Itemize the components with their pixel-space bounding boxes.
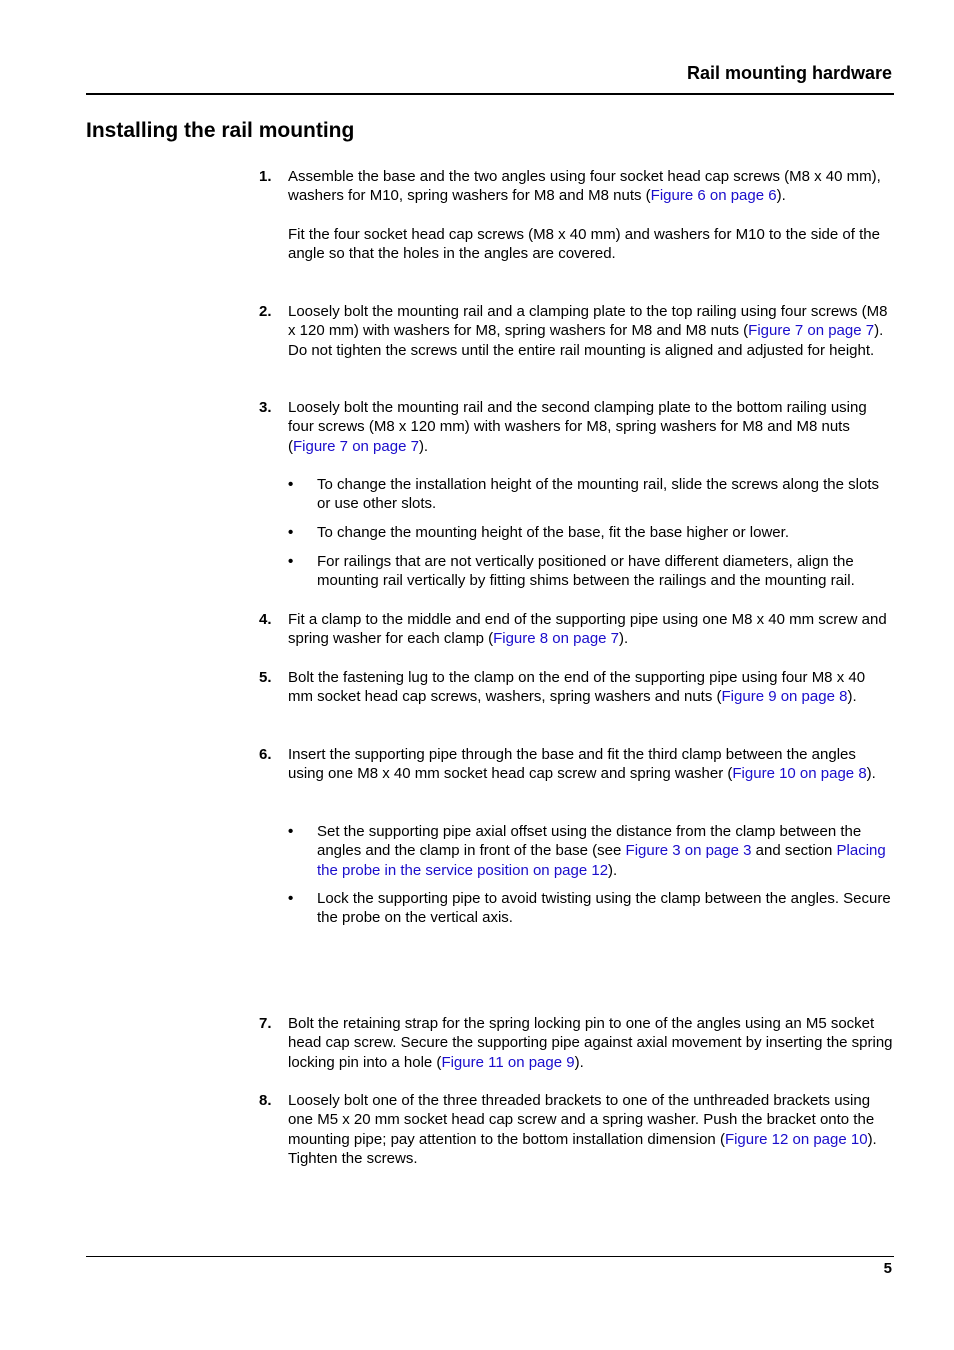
step-number: 5. bbox=[259, 669, 272, 686]
figure-link[interactable]: Figure 3 on page 3 bbox=[625, 842, 752, 860]
bullet-marker: • bbox=[288, 553, 294, 570]
step-text: Insert the supporting pipe through the base and fit the third clamp between the angles using one M8 x 40 mm socket head cap screw and spring washer (Figure 10 on page 8). bbox=[288, 746, 876, 783]
step-6 bbox=[259, 745, 894, 784]
bullet-item bbox=[288, 475, 894, 514]
bullet-item bbox=[288, 523, 894, 542]
header-rule bbox=[86, 93, 894, 95]
step-number: 2. bbox=[259, 303, 272, 320]
bullet-marker: • bbox=[288, 823, 294, 840]
step-text: Loosely bolt the mounting rail and a clamping plate to the top railing using four screws (M8 x 120 mm) with washers for M8, spring washers for M8 and M8 nuts (Figure 7 on page 7). Do not tighten the screws until the entire rail mounting is aligned and adjusted for height. bbox=[288, 303, 888, 359]
bullet-text: For railings that are not vertically positioned or have different diameters, align the mounting rail vertically by fitting shims between the railings and the mounting rail. bbox=[317, 553, 855, 590]
bullet-item bbox=[288, 552, 894, 591]
step-text: Bolt the retaining strap for the spring locking pin to one of the angles using an M5 socket head cap screw. Secure the supporting pipe against axial movement by inserting the spring locking pin into a hole (Figure 11 on page 9). bbox=[288, 1015, 893, 1071]
bullet-text: Lock the supporting pipe to avoid twisting using the clamp between the angles. Secure the probe on the vertical axis. bbox=[317, 890, 891, 927]
step-number: 7. bbox=[259, 1015, 272, 1032]
bullet-marker: • bbox=[288, 476, 294, 493]
step-7 bbox=[259, 1014, 894, 1072]
figure-link[interactable]: Figure 10 on page 8 bbox=[732, 765, 867, 783]
step-number: 3. bbox=[259, 399, 272, 416]
figure-link[interactable]: Figure 11 on page 9 bbox=[441, 1053, 575, 1071]
bullet-marker: • bbox=[288, 890, 294, 907]
step-5 bbox=[259, 668, 894, 707]
step-text: Loosely bolt one of the three threaded brackets to one of the unthreaded brackets using one M5 x 20 mm socket head cap screw and a spring washer. Push the bracket onto the mounting pipe; pay attention to the bottom installation dimension (Figure 12 on page 10). Tighten the screws. bbox=[288, 1092, 877, 1167]
step-2 bbox=[259, 302, 894, 360]
step-number: 8. bbox=[259, 1092, 272, 1109]
step-text: Fit a clamp to the middle and end of the supporting pipe using one M8 x 40 mm screw and spring washer for each clamp (Figure 8 on page 7). bbox=[288, 611, 887, 648]
step-number: 6. bbox=[259, 746, 272, 763]
running-header: Rail mounting hardware bbox=[686, 63, 892, 83]
step-1 bbox=[259, 167, 894, 263]
figure-link[interactable]: Figure 7 on page 7 bbox=[293, 437, 419, 455]
step-number: 1. bbox=[259, 168, 272, 185]
bullet-text: To change the installation height of the mounting rail, slide the screws along the slots or use other slots. bbox=[317, 476, 880, 513]
step-text: Bolt the fastening lug to the clamp on the end of the supporting pipe using four M8 x 40 mm socket head cap screws, washers, spring washers and nuts (Figure 9 on page 8). bbox=[288, 669, 866, 706]
step-text: Assemble the base and the two angles using four socket head cap screws (M8 x 40 mm), washers for M10, spring washers for M8 and M8 nuts (Figure 6 on page 6). Fit the four socket head cap screws (M8 x 40 mm) and washers for M10 to the side of the angle so that the holes in the angles are covered. bbox=[288, 167, 894, 263]
figure-link[interactable]: Figure 8 on page 7 bbox=[493, 630, 620, 648]
bullet-text: Set the supporting pipe axial offset using the distance from the clamp between the angles and the clamp in front of the base (see Figure 3 on page 3 and section Placing the probe in the service position on page 12). bbox=[317, 823, 886, 879]
figure-link[interactable]: Figure 7 on page 7 bbox=[748, 322, 875, 340]
section-heading: Installing the rail mounting bbox=[86, 119, 355, 142]
bullet-text: To change the mounting height of the base, fit the base higher or lower. bbox=[317, 524, 789, 541]
step-text: Loosely bolt the mounting rail and the second clamping plate to the bottom railing using four screws (M8 x 120 mm) with washers for M8, spring washers for M8 and M8 nuts (Figure 7 on page 7). bbox=[288, 399, 867, 455]
step-note: Fit the four socket head cap screws (M8 x 40 mm) and washers for M10 to the side of the angle so that the holes in the angles are covered. bbox=[288, 225, 880, 262]
footer-rule bbox=[86, 1256, 894, 1257]
bullet-item bbox=[288, 889, 894, 928]
step-4 bbox=[259, 610, 894, 649]
bullet-item bbox=[288, 822, 894, 880]
figure-link[interactable]: Figure 12 on page 10 bbox=[724, 1130, 868, 1148]
figure-link[interactable]: Figure 6 on page 6 bbox=[650, 187, 777, 205]
step-number: 4. bbox=[259, 611, 272, 628]
section-link[interactable]: Placing the probe in the service position on page 12 bbox=[317, 842, 886, 879]
bullet-marker: • bbox=[288, 524, 294, 541]
step-8 bbox=[259, 1091, 894, 1168]
page-number: 5 bbox=[883, 1260, 892, 1277]
step-3 bbox=[259, 398, 894, 456]
figure-link[interactable]: Figure 9 on page 8 bbox=[721, 688, 848, 706]
